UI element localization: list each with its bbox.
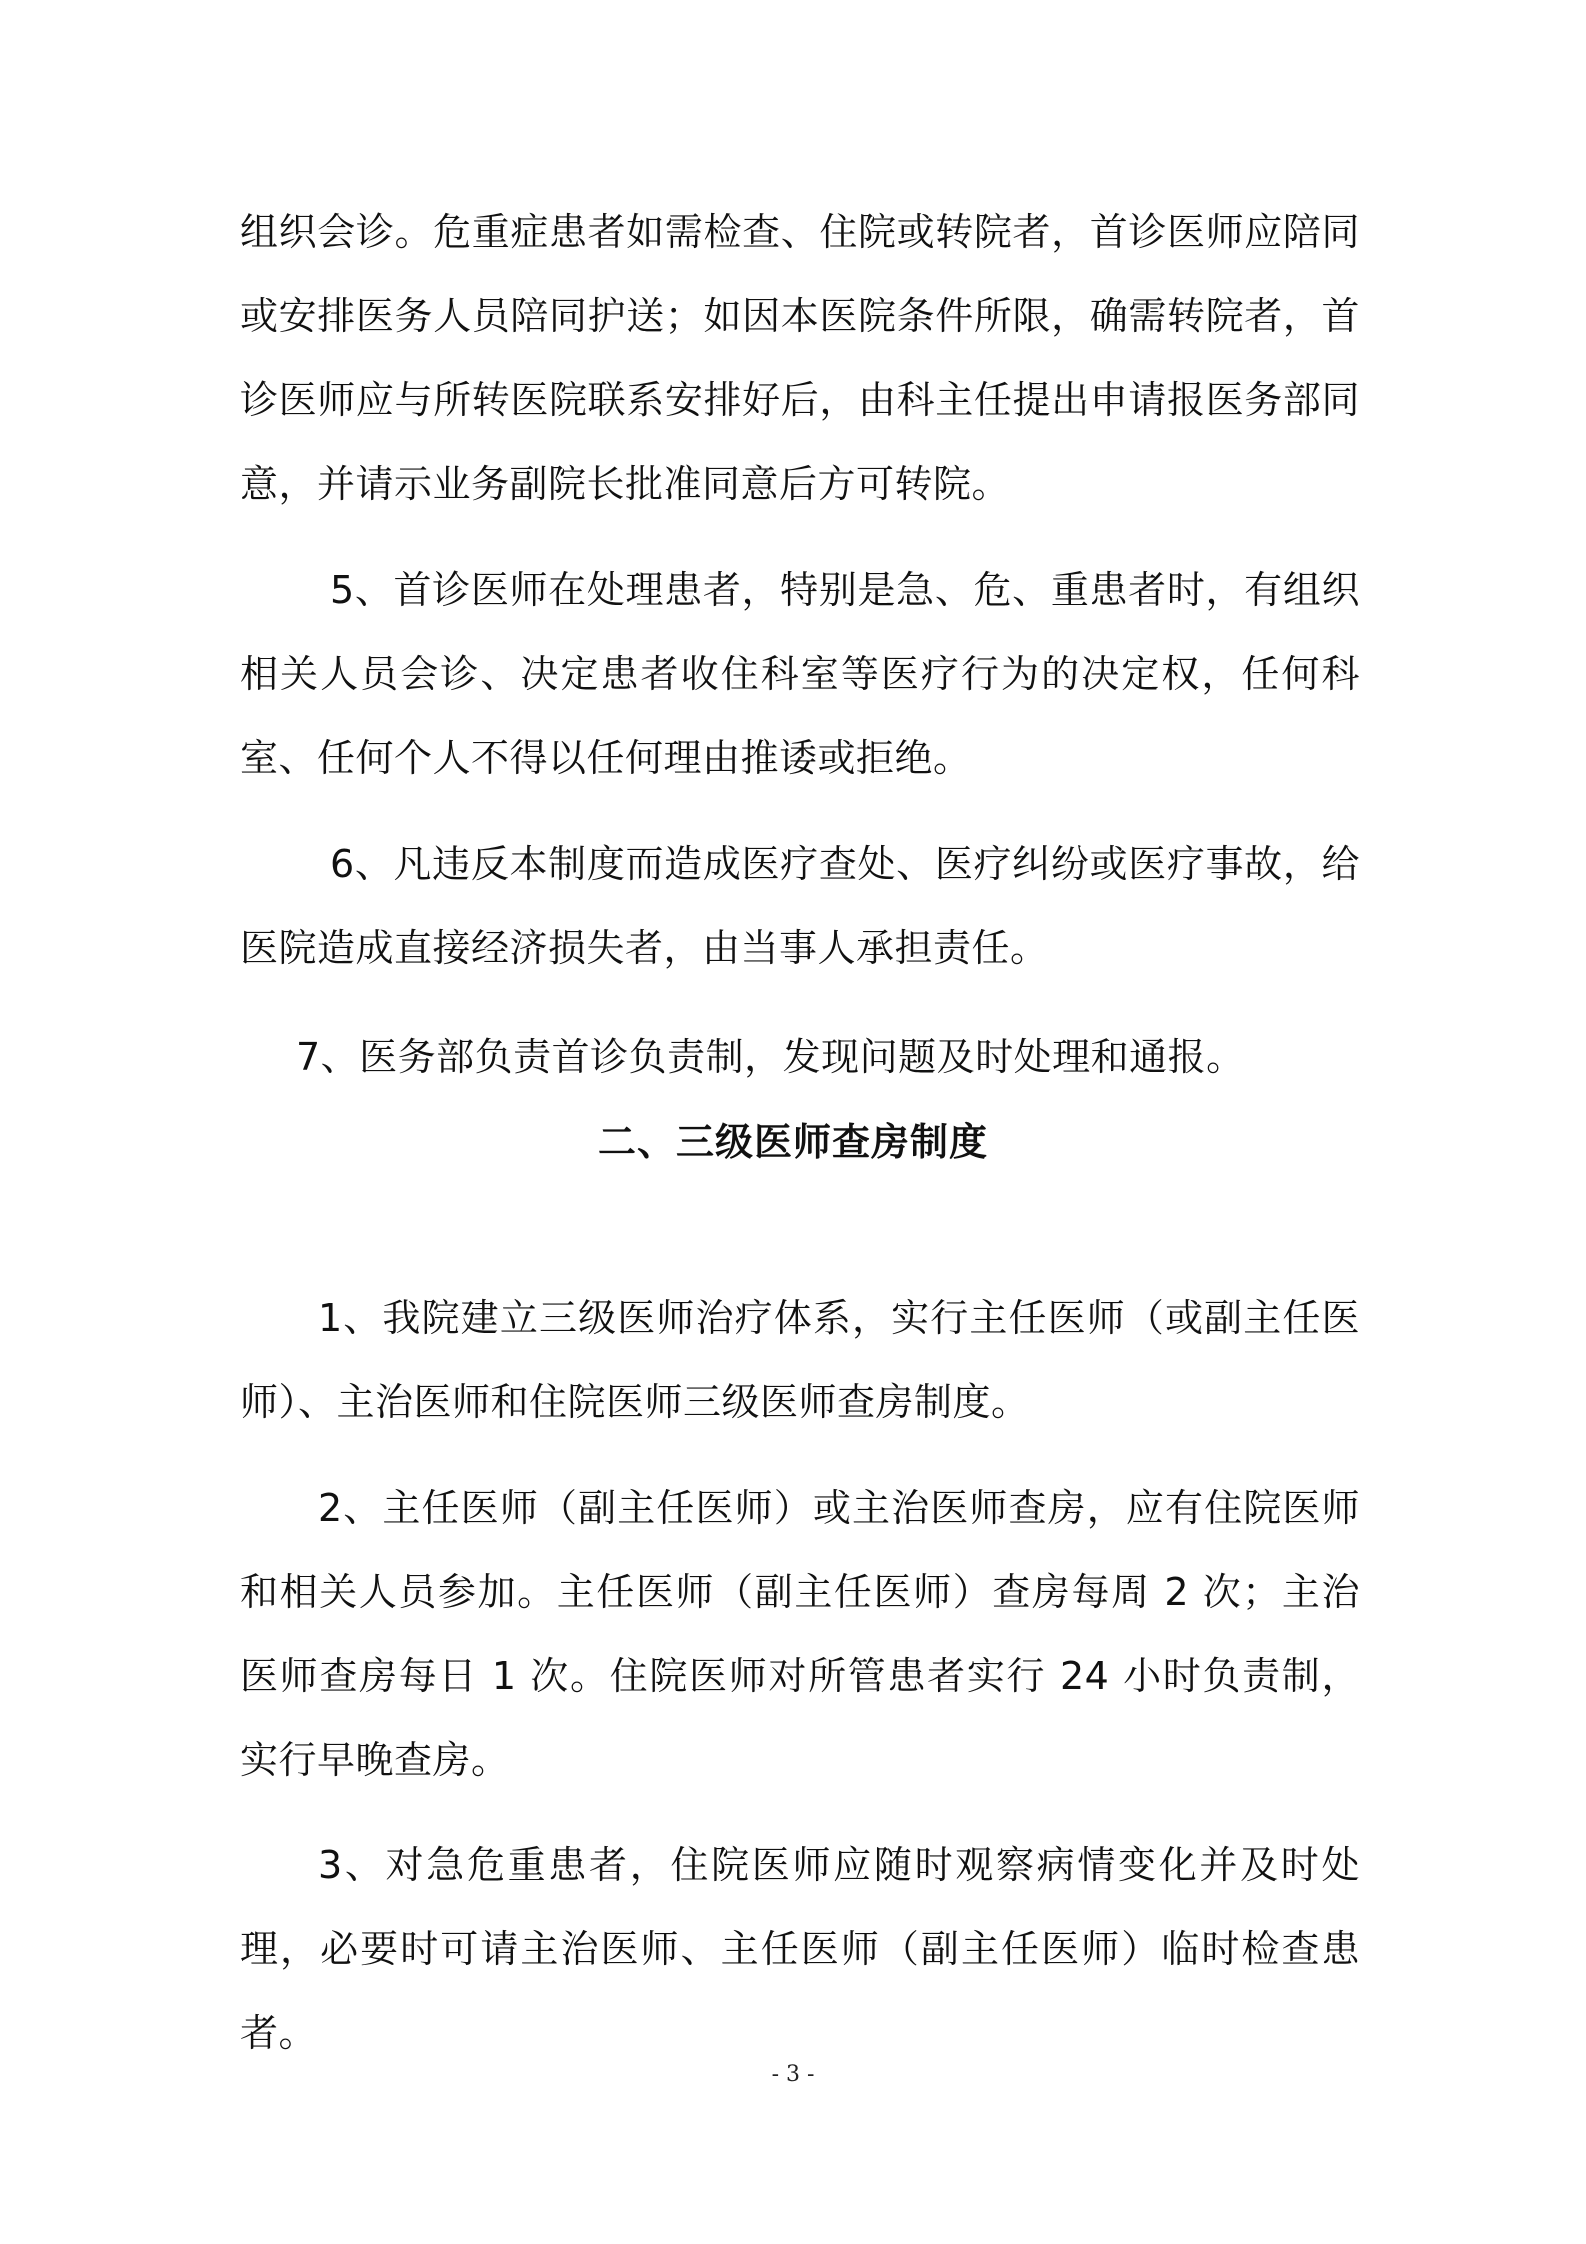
section-paragraph-3: 3、对急危重患者，住院医师应随时观察病情变化并及时处理，必要时可请主治医师、主任医师（副主任医师）临时检查患者。: [240, 1843, 1360, 2055]
paragraph-item-6: 6、凡违反本制度而造成医疗查处、医疗纠纷或医疗事故，给医院造成直接经济损失者，由当事人承担责任。: [240, 842, 1360, 970]
section-paragraph-1: 1、我院建立三级医师治疗体系，实行主任医师（或副主任医师）、主治医师和住院医师三级医师查房制度。: [240, 1296, 1360, 1424]
paragraph-continuation: 组织会诊。危重症患者如需检查、住院或转院者，首诊医师应陪同或安排医务人员陪同护送；如因本医院条件所限，确需转院者，首诊医师应与所转医院联系安排好后，由科主任提出申请报医务部同意，并请示业务副院长批准同意后方可转院。: [240, 210, 1360, 506]
page-number: - 3 -: [771, 2062, 815, 2087]
section-heading: 二、三级医师查房制度: [597, 1120, 988, 1164]
paragraph-item-7: 7、医务部负责首诊负责制，发现问题及时处理和通报。: [296, 1035, 1245, 1079]
section-paragraph-2: 2、主任医师（副主任医师）或主治医师查房，应有住院医师和相关人员参加。主任医师（副主任医师）查房每周 2 次；主治医师查房每日 1 次。住院医师对所管患者实行 24 小时负责制，实行早晚查房。: [240, 1486, 1360, 1782]
paragraph-item-5: 5、首诊医师在处理患者，特别是急、危、重患者时，有组织相关人员会诊、决定患者收住科室等医疗行为的决定权，任何科室、任何个人不得以任何理由推诿或拒绝。: [240, 568, 1360, 780]
